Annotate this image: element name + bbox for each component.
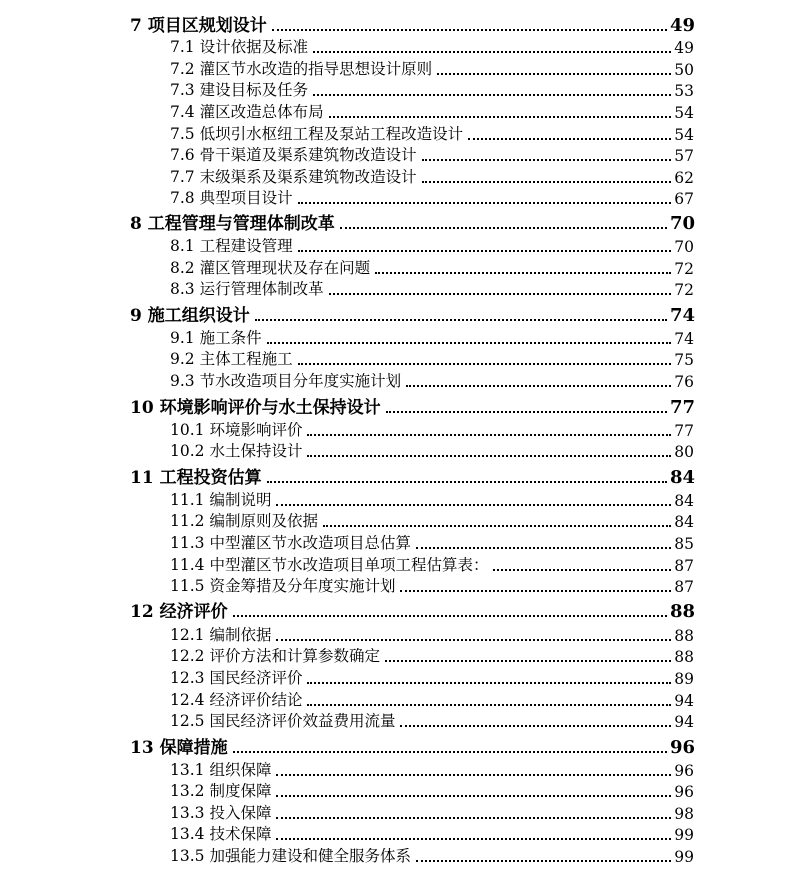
dot-leader: [313, 94, 671, 96]
toc-page-number: 84: [674, 492, 694, 510]
toc-entry-13-4[interactable]: [170, 823, 694, 844]
dot-leader: [468, 138, 671, 140]
toc-page-number: 96: [669, 737, 695, 758]
dot-leader: [298, 202, 672, 204]
toc-chapter-title: 11 工程投资估算: [130, 468, 262, 488]
toc-entry-title: 8.1 工程建设管理: [170, 237, 293, 255]
toc-entry-10-1[interactable]: [170, 419, 694, 440]
toc-entry-title: 12.4 经济评价结论: [170, 691, 303, 709]
toc-chapter-7[interactable]: [130, 12, 695, 36]
toc-chapter-title: 8 工程管理与管理体制改革: [130, 214, 335, 234]
toc-page-number: 99: [674, 848, 694, 866]
toc-entry-7-8[interactable]: [170, 187, 694, 208]
toc-page-number: 49: [674, 39, 694, 57]
toc-entry-title: 8.2 灌区管理现状及存在问题: [170, 259, 371, 277]
toc-entry-title: 10.1 环境影响评价: [170, 421, 303, 439]
dot-leader: [313, 51, 671, 53]
dot-leader: [307, 682, 671, 684]
dot-leader: [422, 159, 672, 161]
toc-entry-7-3[interactable]: [170, 79, 694, 100]
toc-chapter-9[interactable]: [130, 302, 695, 326]
dot-leader: [323, 525, 671, 527]
dot-leader: [375, 272, 671, 274]
toc-entry-title: 13.5 加强能力建设和健全服务体系: [170, 847, 411, 865]
toc-entry-12-4[interactable]: [170, 689, 694, 710]
dot-leader: [276, 838, 671, 840]
toc-page-number: 57: [674, 147, 694, 165]
toc-entry-7-6[interactable]: [170, 144, 694, 165]
toc-entry-title: 13.4 技术保障: [170, 825, 272, 843]
toc-entry-9-3[interactable]: [170, 370, 694, 391]
dot-leader: [400, 725, 671, 727]
toc-page-number: 87: [674, 578, 694, 596]
dot-leader: [437, 73, 671, 75]
dot-leader: [406, 385, 671, 387]
toc-entry-13-3[interactable]: [170, 802, 694, 823]
dot-leader: [276, 795, 671, 797]
toc-page-number: 77: [669, 397, 695, 418]
toc-chapter-12[interactable]: [130, 598, 695, 622]
dot-leader: [416, 860, 671, 862]
dot-leader: [400, 590, 671, 592]
toc-chapter-title: 10 环境影响评价与水土保持设计: [130, 398, 381, 418]
toc-page-number: 99: [674, 826, 694, 844]
dot-leader: [276, 774, 671, 776]
toc-entry-title: 10.2 水土保持设计: [170, 442, 303, 460]
toc-page-number: 76: [674, 373, 694, 391]
toc-page-number: 70: [674, 238, 694, 256]
toc-entry-title: 8.3 运行管理体制改革: [170, 280, 324, 298]
toc-chapter-10[interactable]: [130, 394, 695, 418]
toc-entry-13-5[interactable]: [170, 845, 694, 866]
toc-page-number: 72: [674, 260, 694, 278]
toc-page-number: 88: [674, 648, 694, 666]
toc-entry-title: 7.7 末级渠系及渠系建筑物改造设计: [170, 168, 417, 186]
toc-entry-title: 11.1 编制说明: [170, 491, 272, 509]
toc-chapter-title: 13 保障措施: [130, 738, 228, 758]
toc-entry-12-3[interactable]: [170, 667, 694, 688]
toc-entry-9-2[interactable]: [170, 348, 694, 369]
toc-page-number: 74: [669, 305, 695, 326]
toc-page-number: 50: [674, 61, 694, 79]
toc-entry-7-1[interactable]: [170, 36, 694, 57]
toc-page-number: 54: [674, 104, 694, 122]
dot-leader: [340, 227, 667, 229]
toc-entry-10-2[interactable]: [170, 440, 694, 461]
toc-chapter-11[interactable]: [130, 464, 695, 488]
toc-entry-12-1[interactable]: [170, 624, 694, 645]
toc-entry-title: 13.2 制度保障: [170, 782, 272, 800]
toc-entry-11-2[interactable]: [170, 510, 694, 531]
toc-page-number: 96: [674, 762, 694, 780]
toc-entry-title: 11.4 中型灌区节水改造项目单项工程估算表：: [170, 556, 489, 574]
toc-entry-title: 11.3 中型灌区节水改造项目总估算: [170, 534, 411, 552]
dot-leader: [416, 547, 671, 549]
toc-page-number: 94: [674, 692, 694, 710]
toc-entry-11-3[interactable]: [170, 532, 694, 553]
toc-entry-12-2[interactable]: [170, 645, 694, 666]
toc-entry-title: 9.1 施工条件: [170, 329, 262, 347]
toc-page-number: 74: [674, 330, 694, 348]
dot-leader: [272, 29, 667, 31]
toc-entry-11-5[interactable]: [170, 575, 694, 596]
toc-entry-7-2[interactable]: [170, 58, 694, 79]
toc-entry-title: 7.6 骨干渠道及渠系建筑物改造设计: [170, 146, 417, 164]
dot-leader: [307, 434, 671, 436]
toc-page-number: 70: [669, 213, 695, 234]
dot-leader: [267, 342, 672, 344]
dot-leader: [267, 481, 667, 483]
toc-entry-12-5[interactable]: [170, 710, 694, 731]
toc-entry-13-1[interactable]: [170, 759, 694, 780]
dot-leader: [493, 569, 671, 571]
toc-entry-title: 7.2 灌区节水改造的指导思想设计原则: [170, 60, 433, 78]
dot-leader: [276, 504, 671, 506]
toc-entry-title: 7.5 低坝引水枢纽工程及泵站工程改造设计: [170, 125, 464, 143]
toc-entry-title: 11.5 资金筹措及分年度实施计划: [170, 577, 396, 595]
dot-leader: [233, 615, 667, 617]
toc-entry-8-3[interactable]: [170, 278, 694, 299]
toc-page-number: 62: [674, 169, 694, 187]
toc-chapter-title: 12 经济评价: [130, 602, 228, 622]
dot-leader: [233, 751, 667, 753]
toc-page-number: 54: [674, 126, 694, 144]
toc-page-number: 84: [669, 467, 695, 488]
toc-entry-title: 13.3 投入保障: [170, 804, 272, 822]
toc-entry-title: 11.2 编制原则及依据: [170, 512, 318, 530]
toc-entry-title: 12.3 国民经济评价: [170, 669, 303, 687]
toc-entry-11-1[interactable]: [170, 489, 694, 510]
toc-page-number: 88: [674, 627, 694, 645]
toc-entry-title: 12.1 编制依据: [170, 626, 272, 644]
toc-page-number: 85: [674, 535, 694, 553]
dot-leader: [307, 455, 671, 457]
toc-entry-9-1[interactable]: [170, 327, 694, 348]
toc-page-number: 88: [669, 601, 695, 622]
toc-page-number: 49: [669, 15, 695, 36]
toc-entry-7-7[interactable]: [170, 166, 694, 187]
toc-entry-title: 7.1 设计依据及标准: [170, 38, 309, 56]
dot-leader: [307, 704, 671, 706]
toc-page-number: 94: [674, 713, 694, 731]
toc-entry-11-4[interactable]: [170, 554, 694, 575]
toc-page-number: 89: [674, 670, 694, 688]
toc-entry-8-1[interactable]: [170, 235, 694, 256]
toc-page-number: 67: [674, 190, 694, 208]
toc-entry-title: 7.8 典型项目设计: [170, 189, 293, 207]
toc-page-number: 84: [674, 513, 694, 531]
toc-chapter-13[interactable]: [130, 734, 695, 758]
toc-entry-title: 9.3 节水改造项目分年度实施计划: [170, 372, 402, 390]
dot-leader: [298, 250, 672, 252]
toc-chapter-8[interactable]: [130, 210, 695, 234]
dot-leader: [385, 660, 671, 662]
toc-entry-7-4[interactable]: [170, 101, 694, 122]
toc-page-number: 96: [674, 783, 694, 801]
dot-leader: [255, 319, 667, 321]
toc-entry-8-2[interactable]: [170, 257, 694, 278]
dot-leader: [386, 411, 667, 413]
toc-page-number: 80: [674, 443, 694, 461]
dot-leader: [422, 181, 672, 183]
toc-entry-title: 9.2 主体工程施工: [170, 350, 293, 368]
toc-page-number: 75: [674, 351, 694, 369]
toc-page-number: 98: [674, 805, 694, 823]
toc-entry-title: 12.5 国民经济评价效益费用流量: [170, 712, 396, 730]
toc-entry-13-2[interactable]: [170, 780, 694, 801]
toc-chapter-title: 7 项目区规划设计: [130, 16, 267, 36]
dot-leader: [298, 363, 672, 365]
toc-entry-7-5[interactable]: [170, 123, 694, 144]
toc-page-number: 53: [674, 82, 694, 100]
toc-page-number: 77: [674, 422, 694, 440]
toc-entry-title: 7.3 建设目标及任务: [170, 81, 309, 99]
toc-chapter-title: 9 施工组织设计: [130, 306, 250, 326]
dot-leader: [329, 116, 672, 118]
dot-leader: [329, 293, 672, 295]
toc-page-number: 72: [674, 281, 694, 299]
toc-entry-title: 13.1 组织保障: [170, 761, 272, 779]
toc-entry-title: 12.2 评价方法和计算参数确定: [170, 647, 380, 665]
dot-leader: [276, 639, 671, 641]
toc-page-number: 87: [674, 557, 694, 575]
toc-entry-title: 7.4 灌区改造总体布局: [170, 103, 324, 121]
dot-leader: [276, 817, 671, 819]
